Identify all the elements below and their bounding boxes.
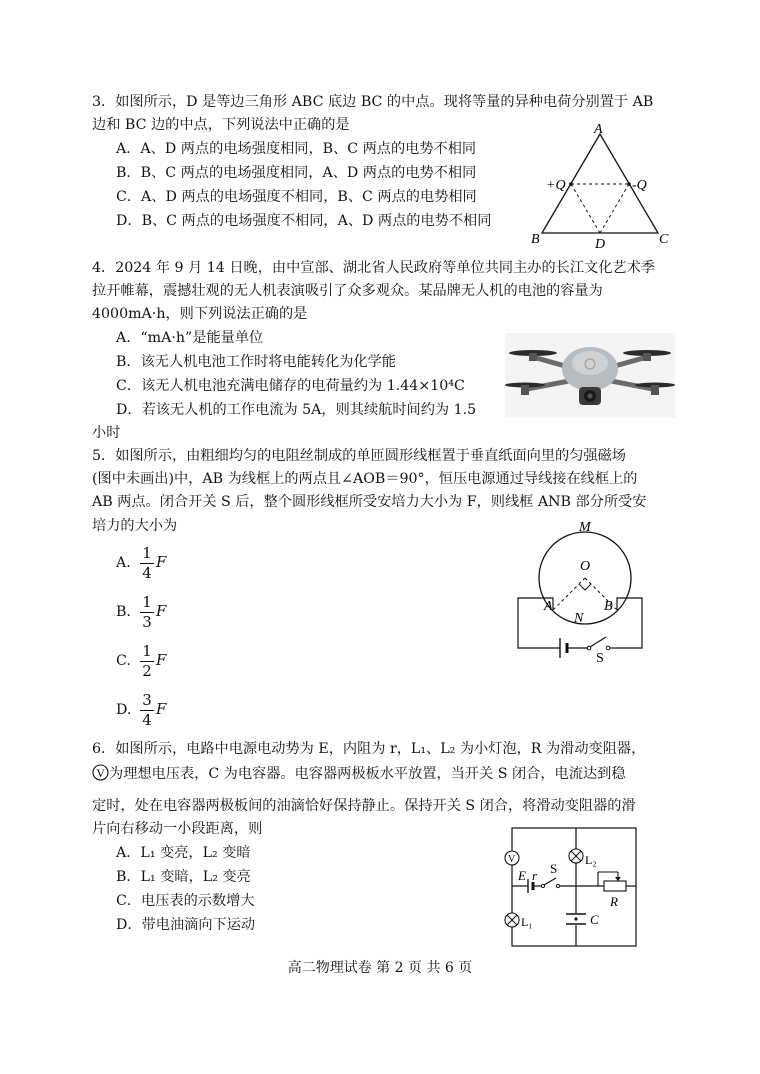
q3-option-d: D．B、C 两点的电场强度不相同，A、D 两点的电势不相同 bbox=[116, 213, 492, 229]
q4-option-a: A．“mA·h”是能量单位 bbox=[116, 330, 264, 346]
q5-option-a-numerator: 1 bbox=[142, 544, 152, 562]
q6-circuit-figure bbox=[498, 822, 648, 954]
q6-option-c: C．电压表的示数增大 bbox=[116, 893, 255, 909]
page-footer: 高二物理试卷 第 2 页 共 6 页 bbox=[287, 960, 473, 976]
q3-option-a: A．A、D 两点的电场强度相同，B、C 两点的电势不相同 bbox=[116, 141, 477, 157]
q5-label-o: O bbox=[580, 559, 591, 574]
q4-stem-line2: 拉开帷幕，震撼壮观的无人机表演吸引了众多观众。某品牌无人机的电池的容量为 bbox=[92, 283, 603, 299]
voltmeter-icon bbox=[92, 764, 109, 781]
q6-label-e: E bbox=[518, 868, 526, 883]
q5-option-a-variable: F bbox=[156, 553, 167, 571]
q6-stem-line4: 片向右移动一小段距离，则 bbox=[92, 821, 263, 837]
q3-triangle-figure bbox=[528, 120, 678, 252]
q5-option-c-variable: F bbox=[156, 651, 167, 669]
q5-option-b-fraction bbox=[140, 594, 154, 631]
q5-option-d-fraction bbox=[140, 692, 154, 729]
q5-option-c-fraction bbox=[140, 643, 154, 680]
drone-image bbox=[505, 333, 675, 418]
q5-label-b: B bbox=[604, 599, 613, 614]
q5-label-n: N bbox=[574, 611, 584, 626]
q5-option-a-letter: A. bbox=[116, 555, 131, 571]
q5-option-c-letter: C. bbox=[116, 653, 131, 669]
q5-option-b-variable: F bbox=[156, 602, 167, 620]
q6-stem-line2-text: 为理想电压表，C 为电容器。电容器两极板水平放置，当开关 S 闭合，电流达到稳 bbox=[109, 766, 626, 782]
q3-label-a: A bbox=[594, 122, 603, 137]
q6-label-c: C bbox=[590, 912, 599, 927]
q6-label-r: r bbox=[532, 868, 538, 883]
q6-option-d: D．带电油滴向下运动 bbox=[116, 917, 256, 933]
q3-label-b: B bbox=[531, 232, 540, 247]
q3-stem-line1: 3．如图所示，D 是等边三角形 ABC 底边 BC 的中点。现将等量的异种电荷分别置于 AB bbox=[92, 94, 654, 110]
q5-option-d-variable: F bbox=[156, 700, 167, 718]
q3-option-c: C．A、D 两点的电场强度不相同，B、C 两点的电势相同 bbox=[116, 189, 477, 205]
q4-stem-line3: 4000mA·h，则下列说法正确的是 bbox=[92, 306, 308, 322]
q5-option-b-letter: B. bbox=[116, 604, 131, 620]
q5-stem-line2: (图中未画出)中，AB 为线框上的两点且∠AOB＝90°，恒压电源通过导线接在线框上的 bbox=[92, 471, 638, 487]
q5-circle-circuit-figure bbox=[510, 520, 670, 670]
q4-option-d-line2: 小时 bbox=[92, 425, 121, 441]
q5-option-b-numerator: 1 bbox=[142, 593, 152, 611]
q6-label-l1: L₁ bbox=[521, 915, 533, 929]
q5-option-a-denominator: 4 bbox=[142, 564, 152, 582]
voltmeter-letter: V bbox=[96, 766, 105, 780]
q5-label-a: A bbox=[544, 599, 553, 614]
q6-fig-voltmeter: V bbox=[508, 854, 516, 865]
q5-label-s: S bbox=[596, 651, 604, 666]
q6-label-l2: L₂ bbox=[585, 853, 597, 867]
q3-label-d: D bbox=[595, 237, 606, 252]
q3-option-b: B．B、C 两点的电场强度相同，A、D 两点的电势不相同 bbox=[116, 165, 477, 181]
q5-stem-line3: AB 两点。闭合开关 S 后，整个圆形线框所受安培力大小为 F，则线框 ANB 部分所受安 bbox=[92, 494, 647, 510]
q4-option-c: C．该无人机电池充满电储存的电荷量约为 1.44×10⁴C bbox=[116, 378, 465, 394]
q3-stem-line2: 边和 BC 边的中点，下列说法中正确的是 bbox=[92, 117, 350, 133]
q5-option-a-fraction bbox=[140, 545, 154, 582]
q4-stem-line1: 4．2024 年 9 月 14 日晚，由中宣部、湖北省人民政府等单位共同主办的长江文化艺术季 bbox=[92, 260, 655, 276]
q5-option-d-denominator: 4 bbox=[142, 711, 152, 729]
q6-label-rheostat: R bbox=[610, 894, 618, 909]
q5-label-m: M bbox=[579, 520, 591, 535]
q5-option-c-denominator: 2 bbox=[142, 662, 152, 680]
q4-option-d-line1: D．若该无人机的工作电流为 5A，则其续航时间约为 1.5 bbox=[116, 402, 477, 418]
q4-option-b: B．该无人机电池工作时将电能转化为化学能 bbox=[116, 354, 396, 370]
q5-option-d-letter: D. bbox=[116, 702, 132, 718]
q3-label-c: C bbox=[659, 232, 669, 247]
q6-option-b: B．L₁ 变暗，L₂ 变亮 bbox=[116, 869, 251, 885]
q6-stem-line3: 定时，处在电容器两极板间的油滴恰好保持静止。保持开关 S 闭合，将滑动变阻器的滑 bbox=[92, 798, 636, 814]
q6-stem-line1: 6．如图所示，电路中电源电动势为 E，内阻为 r，L₁、L₂ 为小灯泡，R 为滑动变阻器， bbox=[92, 741, 646, 757]
q6-option-a: A．L₁ 变亮，L₂ 变暗 bbox=[116, 845, 251, 861]
q5-stem-line1: 5．如图所示，由粗细均匀的电阻丝制成的单匝圆形线框置于垂直纸面向里的匀强磁场 bbox=[92, 448, 626, 464]
q6-label-s: S bbox=[550, 861, 558, 876]
q3-label-minus-q: -Q bbox=[632, 178, 647, 193]
q5-option-b-denominator: 3 bbox=[142, 613, 152, 631]
q5-option-d-numerator: 3 bbox=[142, 691, 152, 709]
q5-option-c-numerator: 1 bbox=[142, 642, 152, 660]
q5-stem-line4: 培力的大小为 bbox=[92, 518, 178, 534]
q6-stem-line2 bbox=[92, 764, 625, 784]
q3-label-plus-q: +Q bbox=[546, 178, 566, 193]
